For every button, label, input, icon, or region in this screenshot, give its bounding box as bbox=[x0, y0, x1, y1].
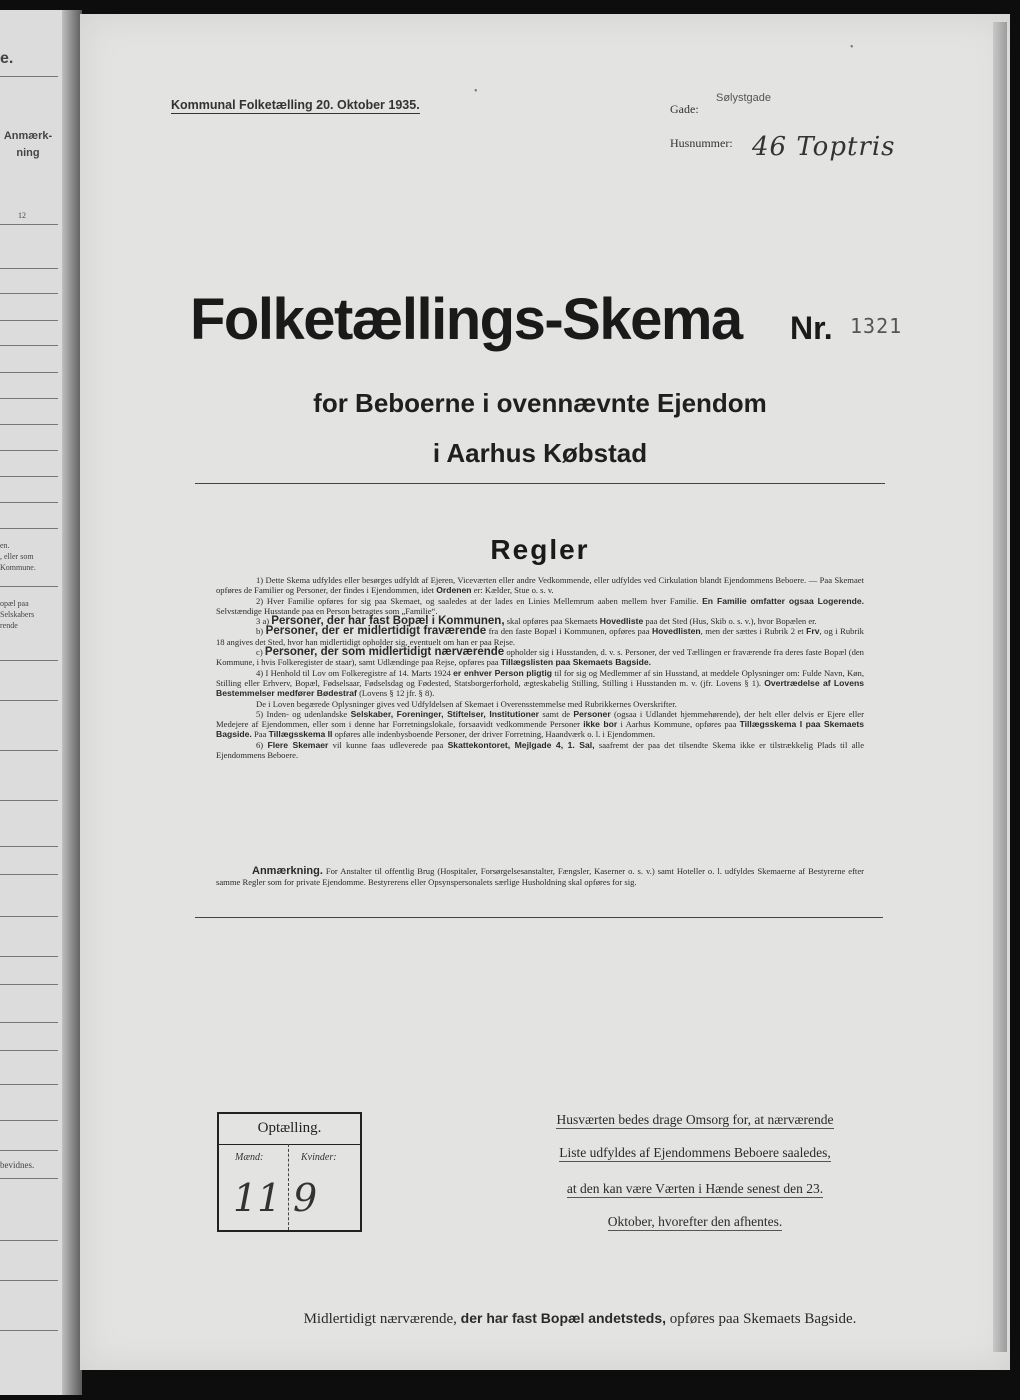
rules-heading: Regler bbox=[490, 534, 590, 565]
rules-body bbox=[216, 575, 864, 760]
host-note-line: Oktober, hvorefter den afhentes. bbox=[607, 1214, 783, 1229]
host-note-line: Liste udfyldes af Ejendommens Beboere saaledes, bbox=[559, 1145, 831, 1160]
optaelling-rule bbox=[219, 1144, 360, 1145]
rule-3b: b) Personer, der er midlertidigt fraværende fra den faste Bopæl i Kommunen, opføres paa Hovedlisten, men der sættes i Rubrik 2 et Frv, og i Rubrik 18 angives det Sted, hvor han midlertidigt opholder sig, eventuelt om han er paa Rejse. bbox=[216, 625, 864, 647]
form-number-stamp: 1321 bbox=[850, 314, 903, 338]
anmaerkning-note bbox=[216, 866, 864, 888]
husnummer-handwritten-value: 46 Toptris bbox=[752, 132, 896, 162]
gade-value: Sølystgade bbox=[716, 92, 772, 104]
form-number-label: Nr. bbox=[790, 310, 833, 346]
rule-1: 1) Dette Skema udfyldes eller besørges udfyldt af Ejeren, Viceværten eller andre Vedkommende, eller udfyldes ved Cirkulation blandt Ejendommens Beboere. — Paa Skemaet opføres de Familier og Personer, der findes i Ejendommen, idet Ordenen er: Kælder, Stue o. s. v. bbox=[216, 575, 864, 596]
maend-count: 11 bbox=[233, 1176, 282, 1220]
rule-2: 2) Hver Familie opføres for sig paa Skemaet, og saaledes at der lades en Linies Mellemrum aaben mellem hver Familie. En Familie omfatter ogsaa Logerende. Selvstændige Husstande paa en Person betragtes som „Familie“. bbox=[216, 595, 864, 616]
anmaerkning-label: Anmærkning. bbox=[252, 865, 323, 877]
host-note-line: at den kan være Værten i Hænde senest den 23. bbox=[566, 1181, 824, 1196]
side-text: Anmærk- ning bbox=[3, 130, 53, 159]
host-note-line: Husværten bedes drage Omsorg for, at nærværende bbox=[556, 1112, 834, 1127]
census-header: Kommunal Folketælling 20. Oktober 1935. bbox=[171, 98, 420, 112]
optaelling-title: Optælling. bbox=[257, 1120, 322, 1136]
speck: • bbox=[850, 42, 854, 53]
footer-note: Midlertidigt nærværende, der har fast Bopæl andetsteds, opføres paa Skemaets Bagside. bbox=[303, 1310, 857, 1327]
form-location: i Aarhus Købstad bbox=[432, 438, 648, 468]
book-binding bbox=[62, 10, 82, 1395]
form-title: Folketællings-Skema bbox=[190, 287, 742, 352]
previous-page-strip bbox=[0, 10, 70, 1395]
rule-4: 4) I Henhold til Lov om Folkeregistre af 14. Marts 1924 er enhver Person pligtig til for sig og Medlemmer af sin Husstand, at meddele Oplysninger om: Fulde Navn, Køn, Stilling eller Erhverv, Bopæl, Fødselsaar, Fødselsdag og Fødested, Statsborgerforhold, ægteskabelig Stilling, Stilling i Husstanden m. v. (jfr. Lovens § 1). Overtrædelse af Lovens Bestemmelser medfører Bødestraf (Lovens § 12 jfr. § 8). bbox=[216, 667, 865, 699]
form-subtitle: for Beboerne i ovennævnte Ejendom bbox=[313, 388, 767, 418]
page-edge bbox=[993, 22, 1007, 1352]
divider bbox=[195, 917, 883, 918]
side-text: opæl paa Selskabers rende bbox=[0, 599, 35, 630]
side-rule bbox=[0, 76, 58, 77]
side-text: bevidnes. bbox=[0, 1160, 35, 1170]
kvinder-count: 9 bbox=[293, 1176, 318, 1220]
rule-5: 5) Inden- og udenlandske Selskaber, Foreninger, Stiftelser, Institutioner samt de Personer (ogsaa i Udlandet hjemmehørende), der helt eller delvis er Ejere eller Medejere af Ejendommen, eller som i denne har Forretningslokale, forsaavidt vedkommende Personer ikke bor i Aarhus Kommune, opføres paa Tillægsskema I paa Skemaets Bagside. Paa Tillægsskema II opføres alle indenbysboende Personer, der driver Forretning, Haandværk o. l. i Ejendommen. bbox=[216, 708, 864, 740]
maend-label: Mænd: bbox=[235, 1152, 264, 1163]
anmaerkning-text: For Anstalter til offentlig Brug (Hospitaler, Forsørgelsesanstalter, Fængsler, Kaserner o. s. v.) samt Hoteller o. l. udfyldes Skemaerne af Bestyrerne efter samme Regler som for private Ejendomme. Bestyrerens eller Opsynspersonalets særlige Husholdning skal opføres for sig. bbox=[216, 866, 864, 887]
gade-label: Gade: bbox=[670, 102, 699, 116]
rule-6: 6) Flere Skemaer vil kunne faas udleverede paa Skattekontoret, Mejlgade 4, 1. Sal, saafremt der paa det tilsendte Skema ikke er tilstrækkelig Plads til alle Ejendommens Beboere. bbox=[216, 739, 865, 761]
divider bbox=[195, 483, 885, 484]
side-text: 12 bbox=[18, 211, 26, 220]
optaelling-box bbox=[217, 1112, 362, 1232]
rule-4-note: De i Loven begærede Oplysninger gives ved Udfyldelsen af Skemaet i Overensstemmelse med Rubrikkernes Overskrifter. bbox=[256, 698, 677, 709]
optaelling-column-divider bbox=[288, 1144, 289, 1230]
side-text: en. , eller som Kommune. bbox=[0, 541, 36, 572]
rule-3c: c) Personer, der som midlertidigt nærværende opholder sig i Husstanden, d. v. s. Personer, der ved Tællingen er fraværende fra deres faste Bopæl (den Kommune, i hvis Folkeregister de staar), samt Udlændinge paa Rejse, opføres paa Tillægslisten paa Skemaets Bagside. bbox=[216, 646, 864, 668]
side-text: e. bbox=[0, 50, 14, 67]
speck: • bbox=[474, 86, 478, 97]
rule-3a: 3 a) Personer, der har fast Bopæl i Kommunen, skal opføres paa Skemaets Hovedliste paa det Sted (Hus, Skib o. s. v.), hvor Bopælen er. bbox=[256, 615, 817, 628]
kvinder-label: Kvinder: bbox=[301, 1152, 337, 1163]
husnummer-label: Husnummer: bbox=[670, 136, 733, 150]
side-rule bbox=[0, 224, 58, 225]
census-form-page bbox=[80, 14, 1010, 1370]
